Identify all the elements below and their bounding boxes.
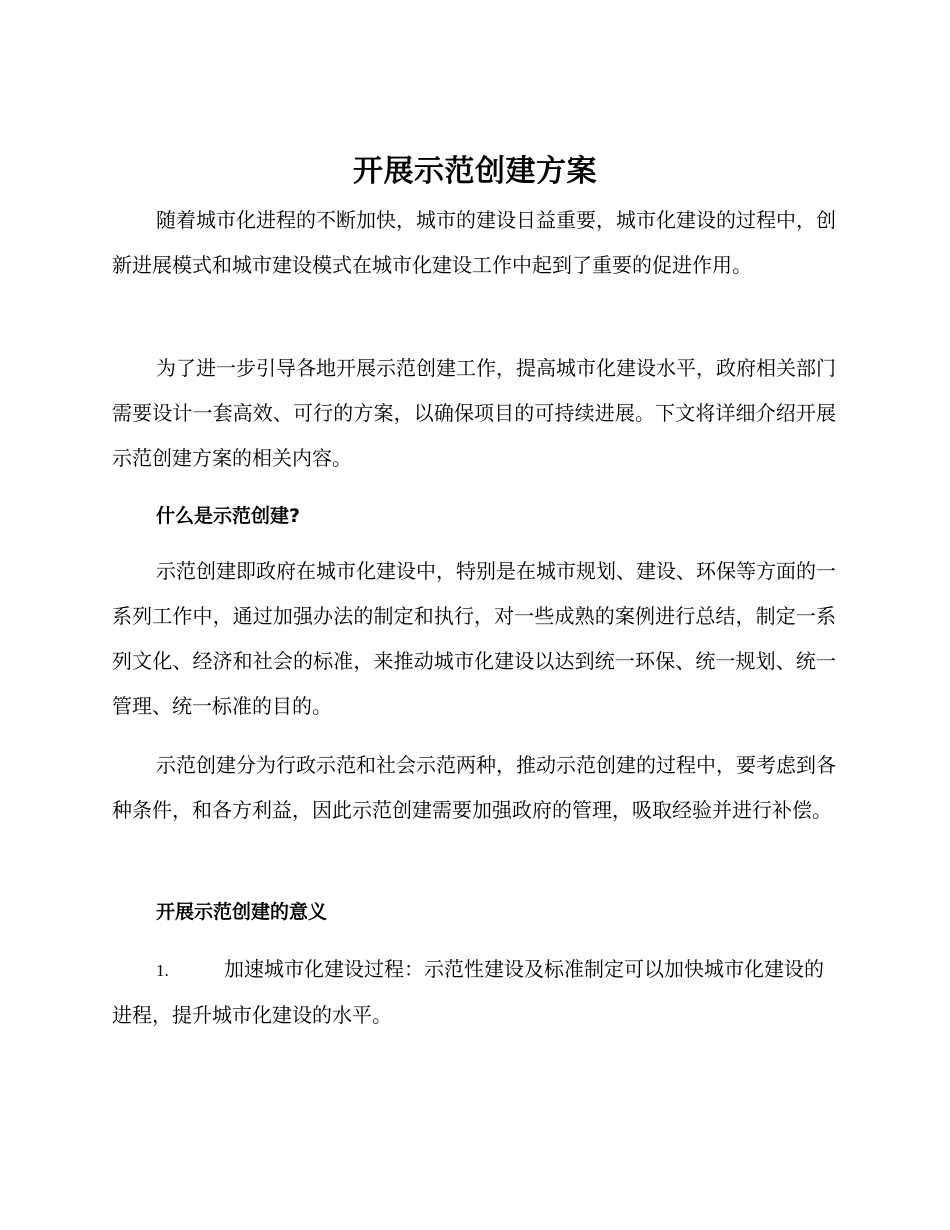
section-heading-significance: 开展示范创建的意义 bbox=[156, 901, 328, 923]
list-item bbox=[112, 947, 836, 1038]
list-item-text: 加速城市化建设过程：示范性建设及标准制定可以加快城市化建设的进程，提升城市化建设的水平。 bbox=[112, 957, 824, 1027]
section-heading-what-is: 什么是示范创建? bbox=[156, 505, 301, 527]
document-title: 开展示范创建方案 bbox=[353, 154, 597, 189]
section-1-paragraph-2: 示范创建分为行政示范和社会示范两种，推动示范创建的过程中，要考虑到各种条件，和各方利益，因此示范创建需要加强政府的管理，吸取经验并进行补偿。 bbox=[112, 753, 836, 822]
section-1-paragraph-1: 示范创建即政府在城市化建设中，特别是在城市规划、建设、环保等方面的一系列工作中，通过加强办法的制定和执行，对一些成熟的案例进行总结，制定一系列文化、经济和社会的标准，来推动城市化建设以达到统一环保、统一规划、统一管理、统一标准的目的。 bbox=[112, 559, 836, 718]
list-item-number: 1. bbox=[156, 961, 169, 980]
intro-paragraph-1: 随着城市化进程的不断加快，城市的建设日益重要，城市化建设的过程中，创新进展模式和城市建设模式在城市化建设工作中起到了重要的促进作用。 bbox=[112, 208, 836, 277]
intro-paragraph-2: 为了进一步引导各地开展示范创建工作，提高城市化建设水平，政府相关部门需要设计一套高效、可行的方案，以确保项目的可持续进展。下文将详细介绍开展示范创建方案的相关内容。 bbox=[112, 356, 836, 470]
